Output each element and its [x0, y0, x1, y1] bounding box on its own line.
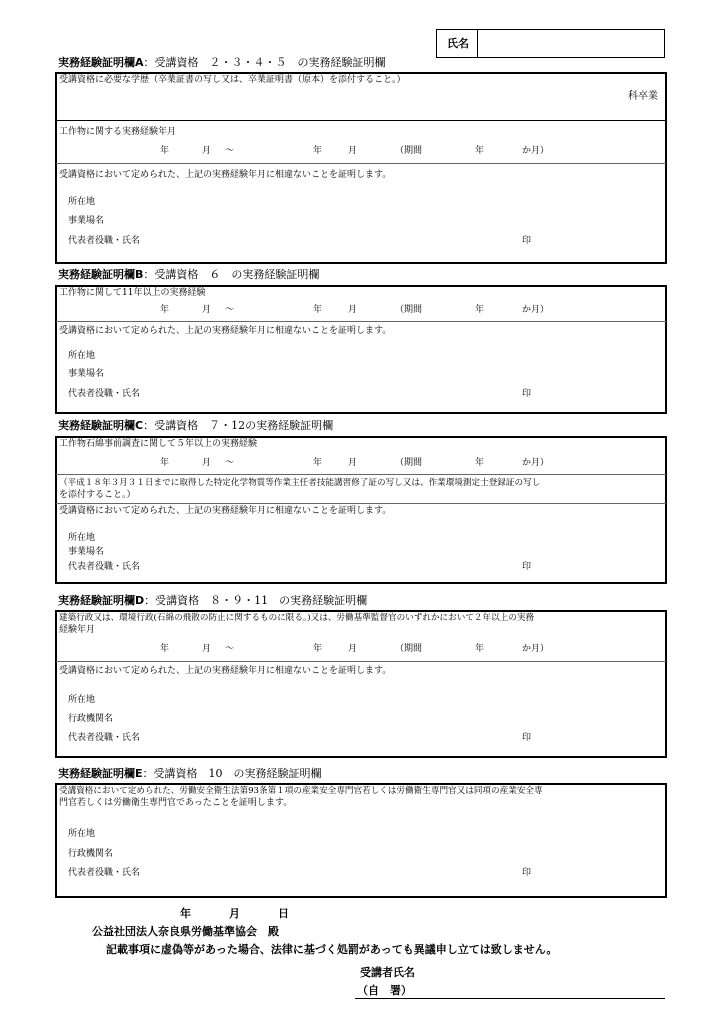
- period-tilde: ～: [225, 458, 235, 468]
- section-b-certify: 受講資格において定められた、上記の実務経験年月に相違ないことを証明します。: [59, 326, 392, 336]
- section-c-note-2: を添付すること。）: [59, 490, 136, 500]
- period-end-year: 年: [313, 644, 323, 654]
- period-end-year: 年: [313, 458, 323, 468]
- section-c-heading: [58, 419, 333, 432]
- period-duration-months: か月）: [522, 146, 550, 156]
- period-duration-months: か月）: [522, 458, 550, 468]
- section-d-seal: 印: [522, 733, 532, 743]
- name-box: [436, 29, 665, 58]
- footer-date-year: 年: [180, 907, 191, 920]
- section-a-box: [55, 72, 667, 264]
- footer-applicant-label: 受講者氏名: [360, 966, 415, 979]
- period-tilde: ～: [225, 146, 235, 156]
- section-a-heading: [58, 56, 386, 69]
- section-a-divider-2: [56, 163, 666, 164]
- section-d-certify: 受講資格において定められた、上記の実務経験年月に相違ないことを証明します。: [59, 666, 392, 676]
- section-b-rep: 代表者役職・氏名: [68, 389, 141, 399]
- period-duration-year: 年: [475, 305, 485, 315]
- period-end-month: 月: [348, 146, 358, 156]
- period-duration-year: 年: [475, 458, 485, 468]
- section-d-exp-label-1: 建築行政又は、環境行政(石綿の飛散の防止に関するものに限る。)又は、労働基準監督官のいずれかにおいて２年以上の実務: [59, 613, 535, 623]
- section-e-subtitle: ：受講資格 10 の実務経験証明欄: [142, 767, 322, 780]
- section-b-period-row: [0, 305, 724, 317]
- period-start-year: 年: [160, 146, 170, 156]
- section-d-heading: [58, 594, 367, 607]
- period-duration-months: か月）: [522, 305, 550, 315]
- period-duration-months: か月）: [522, 644, 550, 654]
- period-start-month: 月: [202, 644, 212, 654]
- section-e-certify-1: 受講資格において定められた、労働安全衛生法第93条第１項の産業安全専門官若しくは労働衛生専門官又は同項の産業安全専: [59, 786, 543, 796]
- section-b-office: 事業場名: [68, 369, 105, 379]
- section-e-agency: 行政機関名: [68, 849, 114, 859]
- period-duration-label: （期間: [395, 458, 423, 468]
- period-tilde: ～: [225, 644, 235, 654]
- period-start-month: 月: [202, 305, 212, 315]
- section-e-address: 所在地: [68, 829, 96, 839]
- section-a-period-row: [0, 146, 724, 158]
- period-start-year: 年: [160, 305, 170, 315]
- section-c-divider-1: [56, 474, 666, 475]
- section-a-edu-label: 受講資格に必要な学歴（卒業証書の写し又は、卒業証明書（原本）を添付すること。）: [59, 75, 406, 85]
- section-e-title: 実務経験証明欄E: [58, 767, 143, 780]
- period-start-month: 月: [202, 458, 212, 468]
- section-d-subtitle: ：受講資格 ８・９・11 の実務経験証明欄: [144, 594, 368, 607]
- section-c-office: 事業場名: [68, 547, 105, 557]
- section-a-certify: 受講資格において定められた、上記の実務経験年月に相違ないことを証明します。: [59, 170, 392, 180]
- section-b-subtitle: ：受講資格 ６ の実務経験証明欄: [143, 268, 320, 281]
- section-e-rep: 代表者役職・氏名: [68, 868, 141, 878]
- section-a-rep: 代表者役職・氏名: [68, 236, 141, 246]
- section-c-subtitle: ：受講資格 ７・12の実務経験証明欄: [143, 419, 334, 432]
- section-c-title: 実務経験証明欄C: [58, 419, 144, 432]
- section-e-certify-2: 門官若しくは労働衛生専門官であったことを証明します。: [59, 798, 293, 808]
- section-c-exp-label: 工作物石綿事前調査に関して５年以上の実務経験: [59, 439, 258, 449]
- section-a-title: 実務経験証明欄A: [58, 56, 144, 69]
- footer-date-month: 月: [229, 907, 240, 920]
- section-d-period-row: [0, 644, 724, 656]
- period-start-year: 年: [160, 458, 170, 468]
- period-start-year: 年: [160, 644, 170, 654]
- section-c-rep: 代表者役職・氏名: [68, 562, 141, 572]
- section-d-divider: [56, 661, 666, 662]
- name-label: 氏名: [447, 37, 469, 50]
- period-tilde: ～: [225, 305, 235, 315]
- section-c-certify: 受講資格において定められた、上記の実務経験年月に相違ないことを証明します。: [59, 506, 392, 516]
- section-d-address: 所在地: [68, 695, 96, 705]
- section-b-exp-label: 工作物に関して11年以上の実務経験: [59, 288, 206, 298]
- section-c-divider-2: [56, 503, 666, 504]
- footer-addressee: 公益社団法人奈良県労働基準協会 殿: [92, 925, 279, 938]
- section-b-title: 実務経験証明欄B: [58, 268, 144, 281]
- footer-date-day: 日: [278, 907, 289, 920]
- period-end-month: 月: [348, 458, 358, 468]
- period-duration-label: （期間: [395, 305, 423, 315]
- section-d-exp-label-2: 経験年月: [59, 625, 96, 635]
- section-e-seal: 印: [522, 868, 532, 878]
- section-a-exp-label: 工作物に関する実務経験年月: [59, 127, 177, 137]
- section-b-heading: [58, 268, 319, 281]
- section-a-divider-1: [56, 120, 666, 121]
- section-a-seal: 印: [522, 236, 532, 246]
- name-divider: [477, 29, 478, 58]
- period-duration-year: 年: [475, 644, 485, 654]
- section-d-box: [55, 610, 667, 758]
- section-b-divider: [56, 321, 666, 322]
- section-b-address: 所在地: [68, 351, 96, 361]
- section-d-title: 実務経験証明欄D: [58, 594, 145, 607]
- section-a-office: 事業場名: [68, 216, 105, 226]
- period-end-month: 月: [348, 305, 358, 315]
- period-duration-label: （期間: [395, 644, 423, 654]
- section-e-heading: [58, 767, 322, 780]
- section-c-address: 所在地: [68, 533, 96, 543]
- footer-signature-label: （自 署）: [357, 984, 412, 997]
- section-c-period-row: [0, 458, 724, 470]
- period-duration-label: （期間: [395, 146, 423, 156]
- period-start-month: 月: [202, 146, 212, 156]
- footer-notice: 記載事項に虚偽等があった場合、法律に基づく処罰があっても異議申し立ては致しません。: [106, 943, 558, 956]
- period-duration-year: 年: [475, 146, 485, 156]
- section-b-seal: 印: [522, 389, 532, 399]
- section-c-seal: 印: [522, 562, 532, 572]
- footer-signature-line: [355, 998, 665, 999]
- section-a-address: 所在地: [68, 197, 96, 207]
- section-c-note-1: （平成１８年３月３１日までに取得した特定化学物質等作業主任者技能講習修了証の写し又は、作業環境測定士登録証の写し: [59, 478, 541, 488]
- section-d-rep: 代表者役職・氏名: [68, 733, 141, 743]
- section-a-edu-suffix: 科卒業: [628, 91, 658, 102]
- period-end-year: 年: [313, 146, 323, 156]
- period-end-month: 月: [348, 644, 358, 654]
- period-end-year: 年: [313, 305, 323, 315]
- section-d-agency: 行政機関名: [68, 714, 114, 724]
- section-a-subtitle: ：受講資格 ２・３・４・５ の実務経験証明欄: [143, 56, 386, 69]
